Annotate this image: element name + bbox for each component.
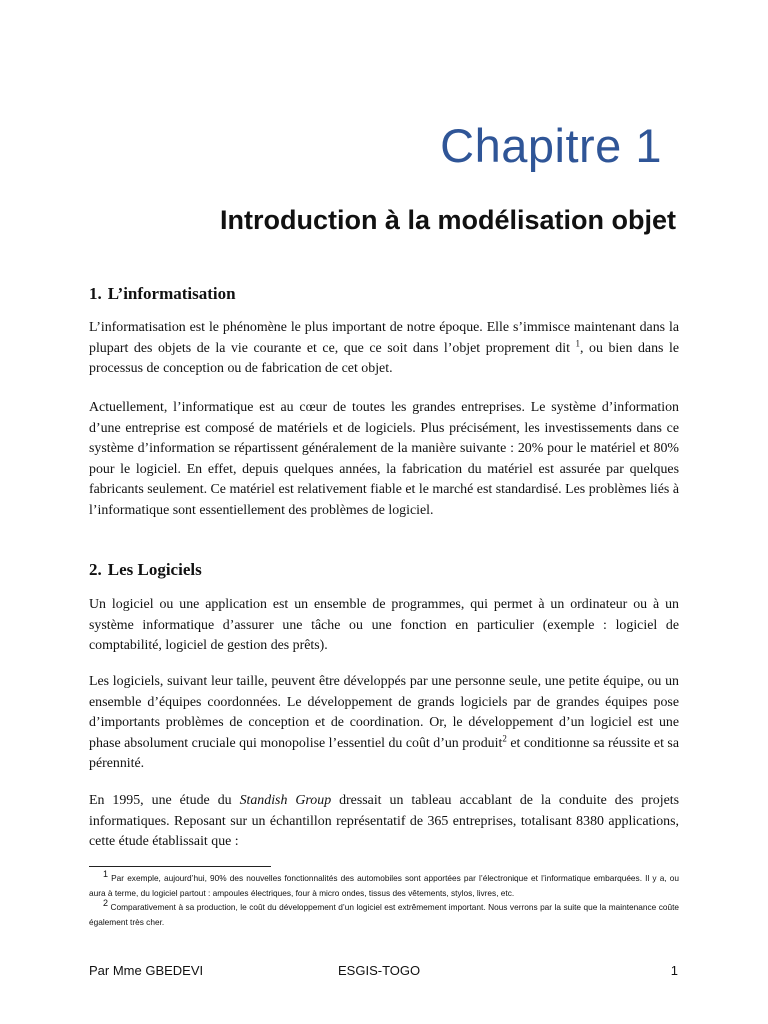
footnote-text: Par exemple, aujourd’hui, 90% des nouvelles fonctionnalités des automobiles sont apportées par l’électronique et l’informatique embarquées. Il y a, ou aura à terme, du logiciel partout : ampoules électriques, four à micro ondes, tissus des vêtements, stylos, livres, etc. [89,873,679,898]
footer-author: Par Mme GBEDEVI [89,963,204,978]
section-title: L’informatisation [107,284,236,303]
paragraph: Actuellement, l’informatique est au cœur de toutes les grandes entreprises. Le système d’information d’une entreprise est composé de matériels et de logiciels. Plus précisément, les investissements dans ce système d’information se répartissent généralement de la manière suivante : 20% pour le matériel et 80% pour le logiciel. En effet, depuis quelques années, la fabrication du matériel est assurée par quelques fabricants seulement. Ce matériel est relativement fiable et le marché est standardisé. Les problèmes liés à l’informatique sont essentiellement des problèmes de logiciel. [89,400,679,518]
footnote-number: 1 [103,869,109,880]
section-number: 2. [89,560,102,579]
paragraph-text: dressait un tableau accablant de la conduite des projets informatiques. Reposant sur un échantillon représentatif de 365 entreprises, totalisant 8380 applications, cette étude établissait que : [89,793,679,850]
section-heading-1 [89,284,236,304]
footnote-separator [89,866,271,867]
footnote-2 [89,900,679,929]
footer-school: ESGIS-TOGO [338,963,421,978]
paragraph: Un logiciel ou une application est un ensemble de programmes, qui permet à un ordinateur ou à un système informatique d’assurer une tâche ou une fonction en particulier (exemple : logiciel de comptabilité, logiciel de gestion des prêts). [89,597,679,654]
paragraph [89,791,679,853]
organization-name: Standish Group [239,793,332,808]
section-number: 1. [89,284,102,303]
paragraph-text: L’informatisation est le phénomène le plus important de notre époque. Elle s’immisce maintenant dans la plupart des objets de la vie courante et ce, que ce soit dans l’objet proprement dit [89,320,679,356]
footnote-1 [89,871,679,900]
section-heading-2 [89,560,202,580]
paragraph-text: et conditionne sa réussite et sa pérennité. [89,735,680,772]
page-number: 1 [670,963,678,978]
paragraph-text: , ou bien dans le processus de conception ou de fabrication de cet objet. [89,340,679,377]
paragraph-text: En 1995, une étude du [89,793,240,808]
footnote-ref: 1 [575,337,581,348]
paragraph [89,318,679,380]
section-title: Les Logiciels [107,560,202,579]
footnote-number: 2 [103,898,109,909]
footnote-text: Comparativement à sa production, le coût du développement d’un logiciel est extrêmement important. Nous verrons par la suite que la maintenance coûte également très cher. [89,902,679,927]
paragraph [89,672,679,775]
chapter-label: Chapitre 1 [440,119,662,172]
paragraph-text: Les logiciels, suivant leur taille, peuvent être développés par une personne seule, une petite équipe, ou un ensemble d’équipes coordonnées. Le développement de grands logiciels par de grandes équipes pose d’importants problèmes de conception et de coordination. Or, le développement d’un logiciel est une phase absolument cruciale qui monopolise l’essentiel du coût d’un produit [89,674,679,751]
chapter-title: Introduction à la modélisation objet [219,205,676,235]
footnote-ref: 2 [502,733,507,744]
